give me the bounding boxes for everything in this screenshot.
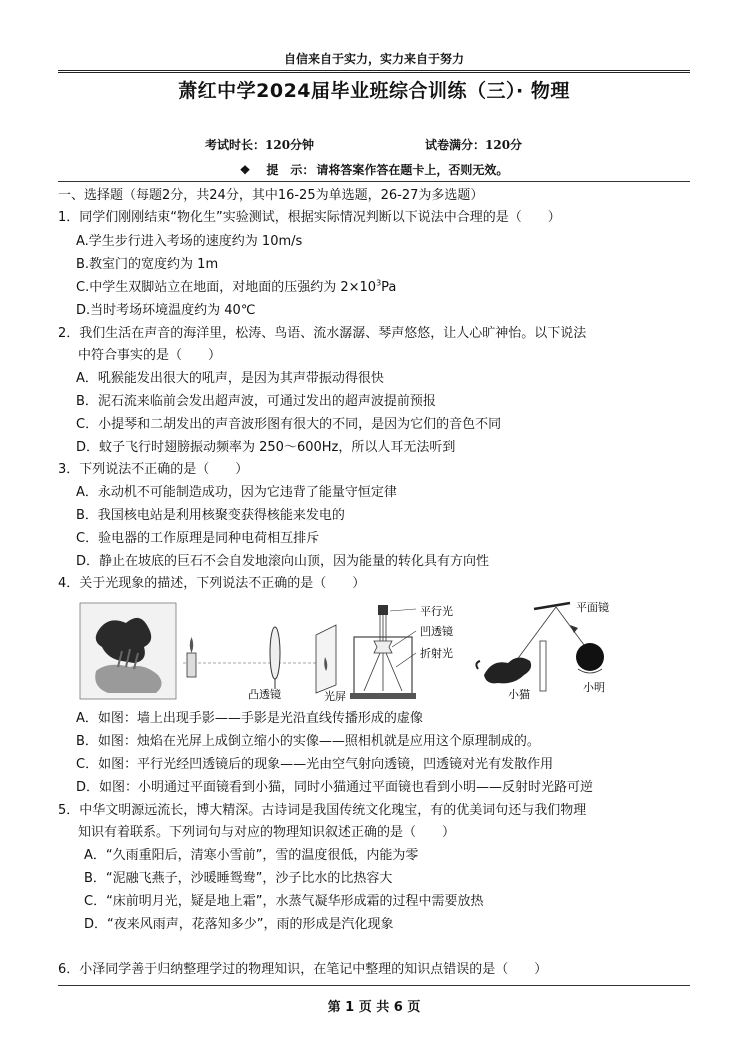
q1-option-a: A.学生步行进入考场的速度约为 10m/s [76, 234, 303, 249]
tip-label: 提 示： [266, 163, 315, 177]
convex-lens-figure [183, 625, 336, 693]
q1-option-d: D.当时考场环境温度约为 40℃ [76, 303, 256, 318]
header-divider [58, 70, 690, 73]
q1-option-c-text: C.中学生双脚站立在地面，对地面的压强约为 2×10 [76, 280, 377, 295]
q4-figure-strip [78, 601, 690, 702]
label-plane-mirror: 平面镜 [576, 601, 609, 614]
q3-option-a: A．永动机不可能制造成功，因为它违背了能量守恒定律 [76, 485, 397, 500]
q3-option-c: C．验电器的工作原理是同种电荷相互排斥 [76, 531, 320, 546]
q4-option-b: B．如图：烛焰在光屏上成倒立缩小的实像——照相机就是应用这个原理制成的。 [76, 734, 540, 749]
label-refracted-light: 折射光 [420, 647, 453, 660]
q5-option-a: A．“久雨重阳后，清寒小雪前”，雪的温度很低，内能为零 [84, 848, 419, 863]
q2-stem-line2: 中符合事实的是（ ） [78, 348, 222, 363]
label-concave-lens: 凹透镜 [420, 625, 453, 638]
page-number: 第 1 页 共 6 页 [327, 1000, 421, 1015]
q2-option-a: A．吼猴能发出很大的吼声，是因为其声带振动得很快 [76, 371, 384, 386]
q5-stem-line1: 5．中华文明源远流长，博大精深。古诗词是我国传统文化瑰宝，有的优美词句还与我们物理 [58, 803, 587, 818]
q2-option-c: C．小提琴和二胡发出的声音波形图有很大的不同，是因为它们的音色不同 [76, 417, 502, 432]
section-divider [58, 181, 690, 182]
label-screen: 光屏 [324, 690, 346, 702]
concave-lens-figure [350, 605, 416, 699]
section-heading: 一、选择题（每题2分，共24分，其中16-25为单选题，26-27为多选题） [58, 188, 484, 203]
q4-option-c: C．如图：平行光经凹透镜后的现象——光由空气射向透镜，凹透镜对光有发散作用 [76, 757, 554, 772]
q2-option-d: D．蚊子飞行时翅膀振动频率为 250～600Hz，所以人耳无法听到 [76, 440, 456, 455]
footer-divider [58, 985, 690, 986]
q5-option-b: B．“泥融飞燕子，沙暖睡鸳鸯”，沙子比水的比热容大 [84, 871, 393, 886]
label-xiaoming: 小明 [583, 681, 605, 694]
q1-option-c [76, 279, 396, 297]
plane-mirror-figure [476, 603, 604, 691]
page-title: 萧红中学2024届毕业班综合训练（三）· 物理 [178, 80, 570, 102]
q1-option-c-unit: Pa [381, 280, 397, 295]
q1-stem: 1．同学们刚刚结束“物化生”实验测试，根据实际情况判断以下说法中合理的是（ ） [58, 210, 561, 225]
q2-option-b: B．泥石流来临前会发出超声波，可通过发出的超声波提前预报 [76, 394, 436, 409]
tip-line [0, 161, 748, 178]
exam-time: 考试时长：120分钟 [205, 138, 315, 152]
q1-option-c-exponent: 3 [376, 278, 382, 288]
tip-text: 请将答案作答在题卡上，否则无效。 [316, 163, 509, 177]
full-score: 试卷满分：120分 [425, 138, 523, 152]
q5-option-d: D．“夜来风雨声，花落知多少”，雨的形成是汽化现象 [84, 917, 394, 932]
header-slogan: 自信来自于实力，实力来自于努力 [283, 52, 464, 66]
hand-shadow-figure [80, 603, 176, 699]
label-convex-lens: 凸透镜 [248, 688, 281, 701]
q4-option-a: A．如图：墙上出现手影——手影是光沿直线传播形成的虚像 [76, 711, 423, 726]
q4-option-d: D．如图：小明通过平面镜看到小猫，同时小猫通过平面镜也看到小明——反射时光路可逆 [76, 780, 594, 795]
q6-stem: 6．小泽同学善于归纳整理学过的物理知识，在笔记中整理的知识点错误的是（ ） [58, 962, 548, 977]
q5-option-c: C．“床前明月光，疑是地上霜”，水蒸气凝华形成霜的过程中需要放热 [84, 894, 484, 909]
q3-option-b: B．我国核电站是利用核聚变获得核能来发电的 [76, 508, 345, 523]
q5-stem-line2: 知识有着联系。下列词句与对应的物理知识叙述正确的是（ ） [78, 825, 456, 840]
q4-stem: 4．关于光现象的描述，下列说法不正确的是（ ） [58, 576, 366, 591]
diamond-icon: ❖ [239, 163, 251, 177]
label-cat: 小猫 [508, 688, 530, 701]
q2-stem-line1: 2．我们生活在声音的海洋里，松涛、鸟语、流水潺潺、琴声悠悠，让人心旷神怡。以下说法 [58, 326, 587, 341]
q3-option-d: D．静止在坡底的巨石不会自发地滚向山顶，因为能量的转化具有方向性 [76, 554, 490, 569]
label-parallel-light: 平行光 [420, 605, 453, 618]
q1-option-b: B.教室门的宽度约为 1m [76, 257, 219, 272]
q3-stem: 3．下列说法不正确的是（ ） [58, 462, 249, 477]
